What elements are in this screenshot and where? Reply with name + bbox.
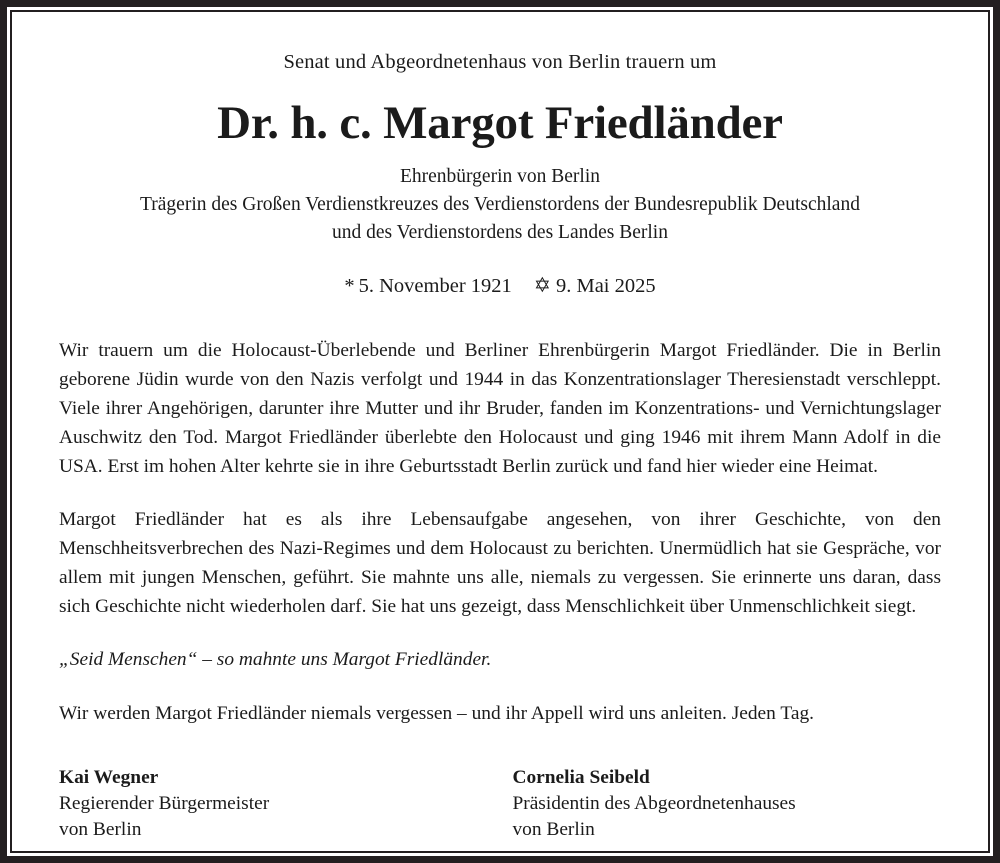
signatory-place: von Berlin	[59, 819, 142, 841]
signatory-name: Cornelia Seibeld	[512, 767, 650, 789]
signatory-left	[59, 765, 512, 843]
honour-line-2: Trägerin des Großen Verdienstkreuzes des Verdienstordens der Bundesrepublik Deutschland	[140, 193, 860, 215]
life-dates	[59, 273, 941, 300]
signatory-name: Kai Wegner	[59, 767, 159, 789]
signatory-role: Präsidentin des Abgeordnetenhauses	[512, 793, 796, 815]
body-paragraph-2: Margot Friedländer hat es als ihre Lebensaufgabe angesehen, von ihrer Geschichte, von den Menschheitsverbrechen des Nazi-Regimes und dem Holocaust zu berichten. Unermüdlich hat sie Gespräche, vor allem mit jungen Menschen, geführt. Sie mahnte uns alle, niemals zu vergessen. Sie erinnerte uns daran, dass sich Geschichte nicht wiederholen darf. Sie hat uns gezeigt, dass Menschlichkeit über Unmenschlichkeit siegt.	[59, 508, 941, 617]
signatory-role: Regierender Bürgermeister	[59, 793, 270, 815]
closing-statement: Wir werden Margot Friedländer niemals vergessen – und ihr Appell wird uns anleiten. Jeden Tag.	[59, 703, 814, 725]
deceased-name: Dr. h. c. Margot Friedländer	[217, 96, 783, 149]
obituary-frame-inner	[10, 10, 990, 853]
honours-list	[59, 163, 941, 246]
obituary-body	[59, 336, 941, 728]
star-of-david-icon: ✡	[533, 275, 551, 298]
signatory-place: von Berlin	[512, 819, 595, 841]
honour-line-1: Ehrenbürgerin von Berlin	[399, 166, 600, 188]
birth-star-icon: *	[344, 275, 355, 298]
obituary-header	[59, 50, 941, 300]
memorial-quote: „Seid Menschen“ – so mahnte uns Margot Friedländer.	[59, 648, 492, 670]
birth-date: 5. November 1921	[358, 275, 512, 298]
mourning-institution-line: Senat und Abgeordnetenhaus von Berlin trauern um	[283, 51, 717, 73]
signatory-right	[512, 765, 941, 843]
honour-line-3: und des Verdienstordens des Landes Berlin	[332, 221, 668, 243]
signature-block	[59, 765, 941, 843]
body-paragraph-1: Wir trauern um die Holocaust-Überlebende und Berliner Ehrenbürgerin Margot Friedländer. Die in Berlin geborene Jüdin wurde von den Nazis verfolgt und 1944 in das Konzentrationslager Theresienstadt verschleppt. Viele ihrer Angehörigen, darunter ihre Mutter und ihr Bruder, fanden im Konzentrations- und Vernichtungslager Auschwitz den Tod. Margot Friedländer überlebte den Holocaust und ging 1946 mit ihrem Mann Adolf in die USA. Erst im hohen Alter kehrte sie in ihre Geburtsstadt Berlin zurück und fand hier wieder eine Heimat.	[59, 339, 941, 477]
death-date: 9. Mai 2025	[555, 275, 656, 298]
